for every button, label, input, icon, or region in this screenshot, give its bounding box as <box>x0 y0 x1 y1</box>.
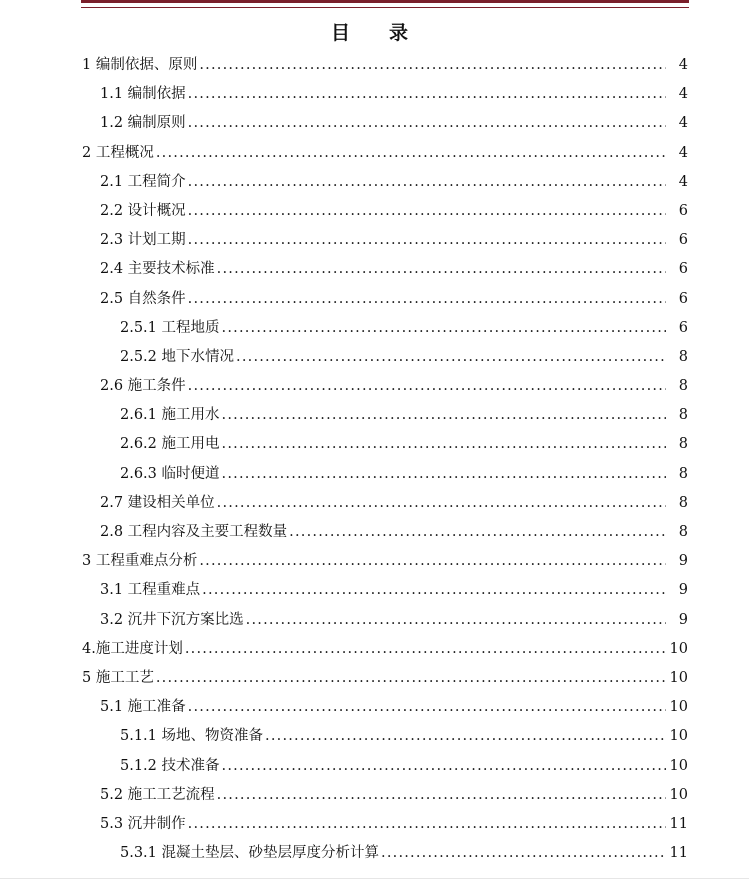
toc-entry-text: 2.5 自然条件 <box>100 290 186 307</box>
toc-page-number: 10 <box>669 757 688 774</box>
dot-leader <box>222 401 666 430</box>
toc-entry-text: 2.5.2 地下水情况 <box>120 348 235 365</box>
dot-leader <box>156 664 666 693</box>
toc-page-number: 6 <box>678 232 688 249</box>
toc-entry-text: 1 编制依据、原则 <box>82 57 198 73</box>
toc-entry[interactable] <box>82 430 688 459</box>
toc-entry-text: 5.3 沉井制作 <box>100 815 186 832</box>
toc-entry[interactable] <box>82 109 688 138</box>
toc-page-number: 6 <box>678 290 688 307</box>
toc-entry[interactable] <box>82 197 688 226</box>
toc-page-number: 6 <box>678 202 688 219</box>
toc-entry[interactable] <box>82 606 688 635</box>
toc-page-number: 10 <box>669 669 688 686</box>
toc-entry[interactable] <box>82 518 688 547</box>
dot-leader <box>156 139 666 168</box>
dot-leader <box>217 489 666 518</box>
toc-page-number: 8 <box>678 436 688 453</box>
toc-entry-text: 2.8 工程内容及主要工程数量 <box>100 524 288 540</box>
toc-entry-text: 2.6.3 临时便道 <box>120 465 220 482</box>
dot-leader <box>188 197 666 226</box>
toc-entry-text: 1.2 编制原则 <box>100 115 186 132</box>
toc-page-number: 10 <box>669 728 688 745</box>
dot-leader <box>185 635 666 664</box>
toc-entry[interactable] <box>82 80 688 109</box>
toc-entry-text: 2.6.2 施工用电 <box>120 436 220 453</box>
dot-leader <box>188 109 666 138</box>
toc-page-number: 4 <box>678 57 688 73</box>
toc-page-number: 8 <box>678 494 688 511</box>
dot-leader <box>265 722 666 751</box>
dot-leader <box>222 314 666 343</box>
toc-entry-text: 5 施工工艺 <box>82 669 154 686</box>
toc-entry[interactable] <box>82 635 688 664</box>
dot-leader <box>217 781 666 810</box>
toc-entry[interactable] <box>82 460 688 489</box>
toc-entry-text: 3.1 工程重难点 <box>100 582 201 599</box>
dot-leader <box>289 518 666 547</box>
toc-list <box>82 51 688 868</box>
dot-leader <box>381 839 666 868</box>
header-rule <box>81 0 689 8</box>
toc-page-number: 10 <box>669 699 688 716</box>
toc-page-number: 8 <box>678 524 688 540</box>
toc-entry-text: 3.2 沉井下沉方案比选 <box>100 611 244 628</box>
dot-leader <box>188 372 666 401</box>
toc-page-number: 4 <box>678 86 688 103</box>
toc-entry-text: 4.施工进度计划 <box>82 640 183 657</box>
toc-entry-text: 5.2 施工工艺流程 <box>100 786 215 803</box>
dot-leader <box>199 51 666 80</box>
dot-leader <box>202 576 666 605</box>
toc-entry-text: 2.1 工程简介 <box>100 173 186 190</box>
toc-entry-text: 2.6.1 施工用水 <box>120 407 220 424</box>
toc-page-number: 6 <box>678 319 688 336</box>
toc-entry[interactable] <box>82 314 688 343</box>
toc-entry-text: 3 工程重难点分析 <box>82 553 198 570</box>
toc-entry[interactable] <box>82 810 688 839</box>
toc-entry[interactable] <box>82 401 688 430</box>
toc-entry-text: 5.1.1 场地、物资准备 <box>120 728 264 745</box>
toc-page-number: 4 <box>678 173 688 190</box>
toc-entry[interactable] <box>82 168 688 197</box>
dot-leader <box>188 285 666 314</box>
toc-page-number: 6 <box>678 261 688 278</box>
toc-entry-text: 5.1 施工准备 <box>100 699 186 716</box>
toc-entry[interactable] <box>82 664 688 693</box>
toc-entry-text: 5.1.2 技术准备 <box>120 757 220 774</box>
toc-entry-text: 2.4 主要技术标准 <box>100 261 215 278</box>
toc-page-number: 9 <box>678 611 688 628</box>
toc-entry[interactable] <box>82 722 688 751</box>
toc-page-number: 8 <box>678 378 688 395</box>
toc-entry[interactable] <box>82 343 688 372</box>
toc-page-number: 9 <box>678 582 688 599</box>
toc-entry[interactable] <box>82 839 688 868</box>
dot-leader <box>222 460 666 489</box>
toc-entry-text: 1.1 编制依据 <box>100 86 186 103</box>
toc-page-number: 10 <box>669 640 688 657</box>
toc-entry-text: 2.7 建设相关单位 <box>100 494 215 511</box>
toc-page-number: 8 <box>678 465 688 482</box>
toc-entry[interactable] <box>82 489 688 518</box>
toc-page-number: 10 <box>669 786 688 803</box>
toc-entry[interactable] <box>82 576 688 605</box>
dot-leader <box>188 810 666 839</box>
dot-leader <box>246 606 666 635</box>
toc-entry-text: 2.5.1 工程地质 <box>120 319 220 336</box>
dot-leader <box>236 343 666 372</box>
toc-page-number: 11 <box>669 845 688 862</box>
toc-entry-text: 2.2 设计概况 <box>100 202 186 219</box>
toc-page-number: 11 <box>669 815 688 832</box>
dot-leader <box>188 693 666 722</box>
page-bottom-edge <box>0 878 749 879</box>
toc-entry[interactable] <box>82 51 688 80</box>
dot-leader <box>222 430 666 459</box>
toc-entry[interactable] <box>82 285 688 314</box>
toc-page-number: 8 <box>678 407 688 424</box>
toc-entry-text: 2 工程概况 <box>82 144 154 161</box>
toc-entry[interactable] <box>82 547 688 576</box>
toc-entry[interactable] <box>82 255 688 284</box>
toc-page-number: 4 <box>678 144 688 161</box>
toc-entry-text: 5.3.1 混凝土垫层、砂垫层厚度分析计算 <box>120 845 380 862</box>
toc-page-number: 9 <box>678 553 688 570</box>
toc-entry[interactable] <box>82 693 688 722</box>
toc-entry-text: 2.3 计划工期 <box>100 232 186 249</box>
toc-entry[interactable] <box>82 372 688 401</box>
dot-leader <box>217 255 666 284</box>
toc-page-number: 4 <box>678 115 688 132</box>
dot-leader <box>188 80 666 109</box>
toc-entry[interactable] <box>82 752 688 781</box>
toc-title: 目 录 <box>330 22 418 44</box>
dot-leader <box>188 168 666 197</box>
toc-page-number: 8 <box>678 348 688 365</box>
dot-leader <box>222 752 666 781</box>
toc-entry[interactable] <box>82 781 688 810</box>
dot-leader <box>199 547 666 576</box>
dot-leader <box>188 226 666 255</box>
toc-entry[interactable] <box>82 226 688 255</box>
toc-entry-text: 2.6 施工条件 <box>100 378 186 395</box>
toc-entry[interactable] <box>82 139 688 168</box>
